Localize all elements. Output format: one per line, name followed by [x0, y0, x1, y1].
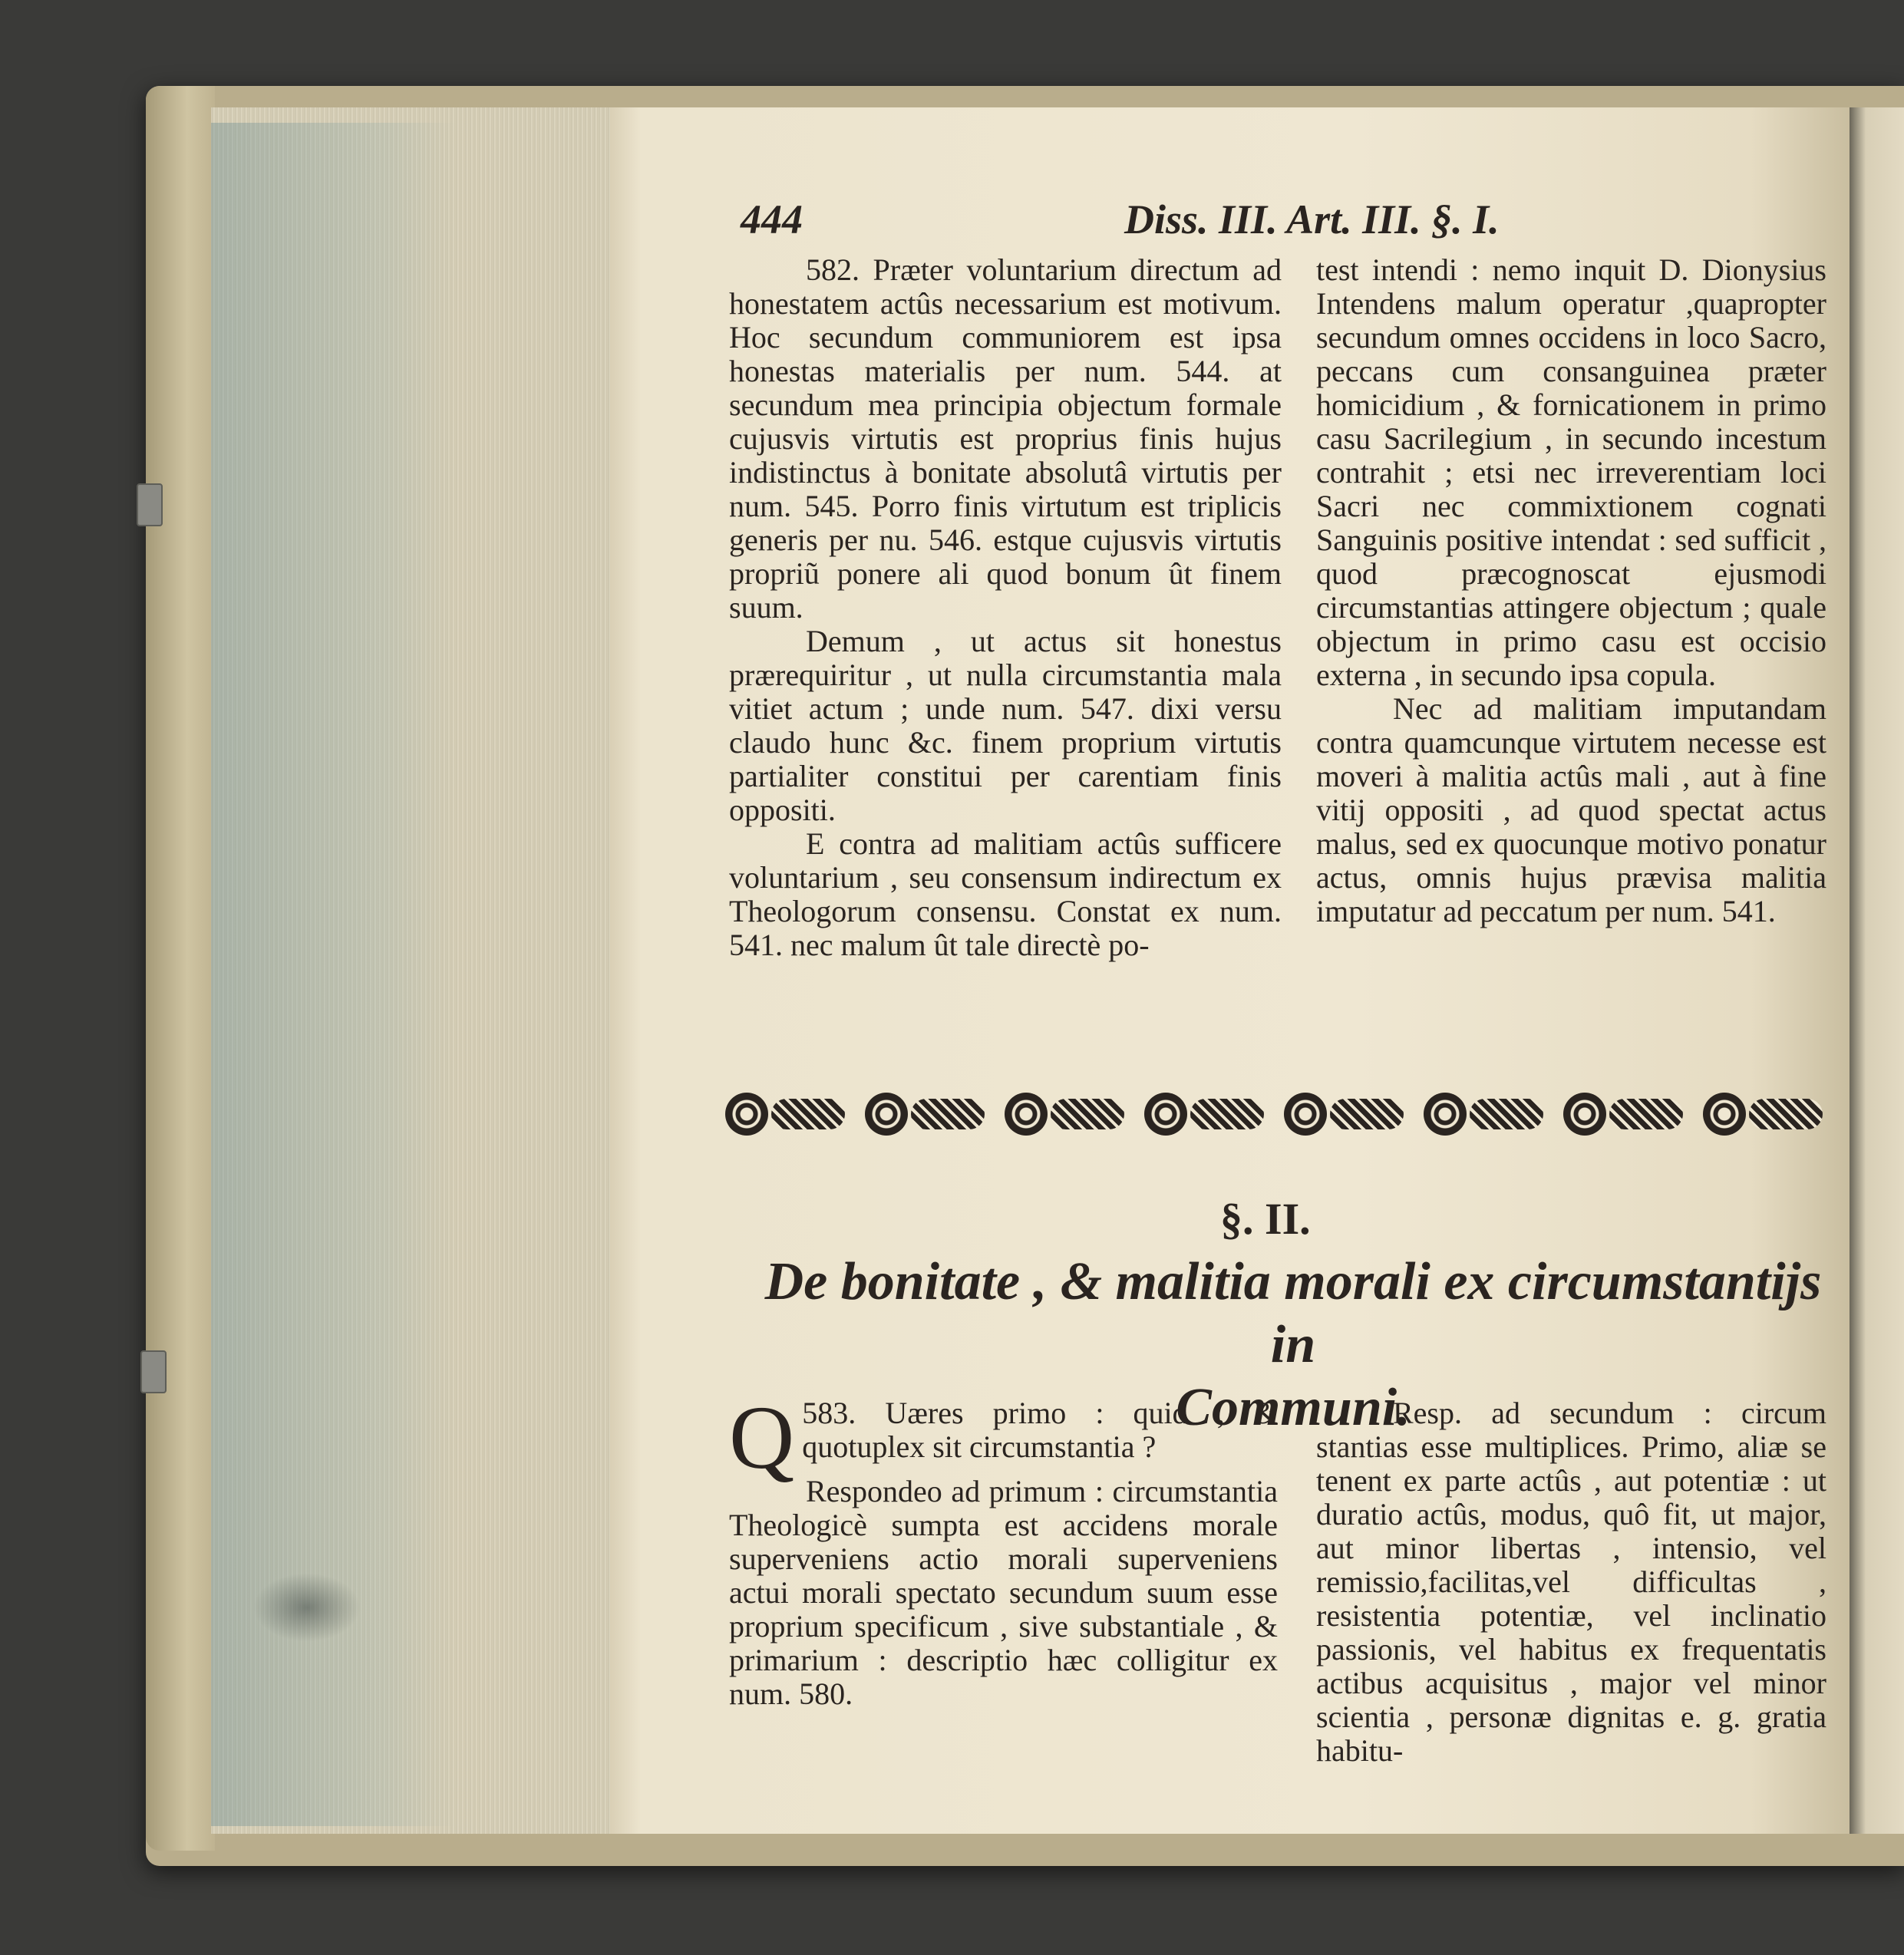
paragraph: E contra ad malitiam actûs sufficere voluntarium , seu consensum indirectum ex Theologorum consensu. Constat ex num. 541. nec malum ût tale directè po- — [729, 826, 1282, 962]
decorative-ornament-band — [725, 1076, 1823, 1152]
ornament-unit — [1144, 1093, 1264, 1136]
upper-left-column — [729, 253, 1282, 962]
paragraph: Respondeo ad primum : circumstantia Theologicè sumpta est accidens morale superveniens actio morali superveniens actui morali spectato secundum suum esse proprium specificum , sive substantiale , & primarium : descriptio hæc colligitur ex num. 580. — [729, 1474, 1278, 1711]
flower-ornament-icon — [1703, 1093, 1746, 1136]
ornament-unit — [865, 1093, 985, 1136]
vine-ornament-icon — [1330, 1099, 1404, 1129]
flower-ornament-icon — [1563, 1093, 1606, 1136]
paragraph: test intendi : nemo inquit D. Dionysius Intendens malum operatur ,quapropter secundum omnes occidens in loco Sacro, peccans cum consanguinea præter homicidium , & fornicationem in primo casu Sacrilegium , in secundo incestum contrahit ; etsi nec irreverentiam loci Sacri nec commixtionem cognati Sanguinis positive intendat : sed sufficit , quod præcognoscat ejusmodi circumstantias attingere objectum ; quale objectum in primo casu est occisio externa , in secundo ipsa copula. — [1316, 252, 1826, 692]
clasp-lower — [140, 1350, 167, 1393]
paragraph-text: Uæres primo : quid , & quotuplex sit circumstantia ? — [802, 1396, 1279, 1464]
vine-ornament-icon — [1609, 1099, 1683, 1129]
vine-ornament-icon — [1470, 1099, 1543, 1129]
ornament-unit — [1703, 1093, 1823, 1136]
paragraph-number: 582. — [806, 252, 860, 287]
page-number: 444 — [741, 196, 803, 242]
paragraph — [729, 1387, 1279, 1488]
right-page-edge — [1850, 107, 1904, 1834]
lower-left-column — [729, 1387, 1279, 1711]
flower-ornament-icon — [1424, 1093, 1467, 1136]
vine-ornament-icon — [1749, 1099, 1823, 1129]
flower-ornament-icon — [1284, 1093, 1327, 1136]
flower-ornament-icon — [1144, 1093, 1187, 1136]
paragraph: Resp. ad secundum : circum stantias esse multiplices. Primo, aliæ se tenent ex parte actûs , aut potentiæ : ut duratio actûs, modus, quô fit, ut major, aut minor libertas , intensio, vel remissio,facilitas,vel difficultas , resistentia potentiæ, vel inclinatio passionis, vel habitus ex frequentatis actibus acquisitus , major vel minor scientia , personæ dignitas e. g. gratia habitu- — [1316, 1396, 1826, 1768]
ornament-unit — [1284, 1093, 1404, 1136]
drop-cap: Q — [729, 1387, 795, 1488]
flower-ornament-icon — [725, 1093, 768, 1136]
paragraph-text: Præter voluntarium directum ad honestatem actûs necessarium est motivum. Hoc secundum communiorem est ipsa honestas materialis per num. 544. at secundum mea principia objectum formale cujusvis virtutis est proprius finis hujus indistinctus à bonitate absolutâ virtutis per num. 545. Porro finis virtutum est triplicis generis per nu. 546. estque cujusvis virtutis propriũ ponere ali quod bonum ût finem suum. — [729, 252, 1282, 625]
paragraph-number: 583. — [802, 1396, 856, 1430]
ornament-unit — [1424, 1093, 1543, 1136]
ornament-unit — [1563, 1093, 1683, 1136]
vine-ornament-icon — [1051, 1099, 1124, 1129]
vine-ornament-icon — [1190, 1099, 1264, 1129]
flower-ornament-icon — [865, 1093, 908, 1136]
flower-ornament-icon — [1005, 1093, 1048, 1136]
section-title-line: De bonitate , & malitia morali ex circumstantijs in — [764, 1252, 1822, 1374]
page-edge-tint — [211, 123, 457, 1826]
vine-ornament-icon — [771, 1099, 845, 1129]
page-edge-stain — [253, 1573, 361, 1642]
paragraph: Demum , ut actus sit honestus prærequiritur , ut nulla circumstantia mala vitiet actum ; unde num. 547. dixi versu claudo hunc &c. finem proprium virtutis partialiter constitui per carentiam finis oppositi. — [729, 624, 1282, 827]
book-cover-edge — [146, 86, 215, 1851]
ornament-unit — [725, 1093, 845, 1136]
section-number: §. II. — [1220, 1194, 1311, 1244]
ornament-unit — [1005, 1093, 1124, 1136]
section-title-line: Communi. — [1176, 1378, 1411, 1437]
vine-ornament-icon — [911, 1099, 985, 1129]
paragraph: Nec ad malitiam imputandam contra quamcunque virtutem necesse est moveri à malitia actûs mali , aut à fine vitij oppositi , ad quod spectat actus malus, sed ex quocunque motivo ponatur actus, omnis hujus prævisa malitia imputatur ad peccatum per num. 541. — [1316, 691, 1826, 928]
running-head: Diss. III. Art. III. §. I. — [1124, 196, 1500, 242]
upper-right-column — [1316, 253, 1826, 928]
clasp-upper — [137, 483, 163, 526]
lower-right-column — [1316, 1396, 1826, 1768]
paragraph — [729, 253, 1282, 625]
